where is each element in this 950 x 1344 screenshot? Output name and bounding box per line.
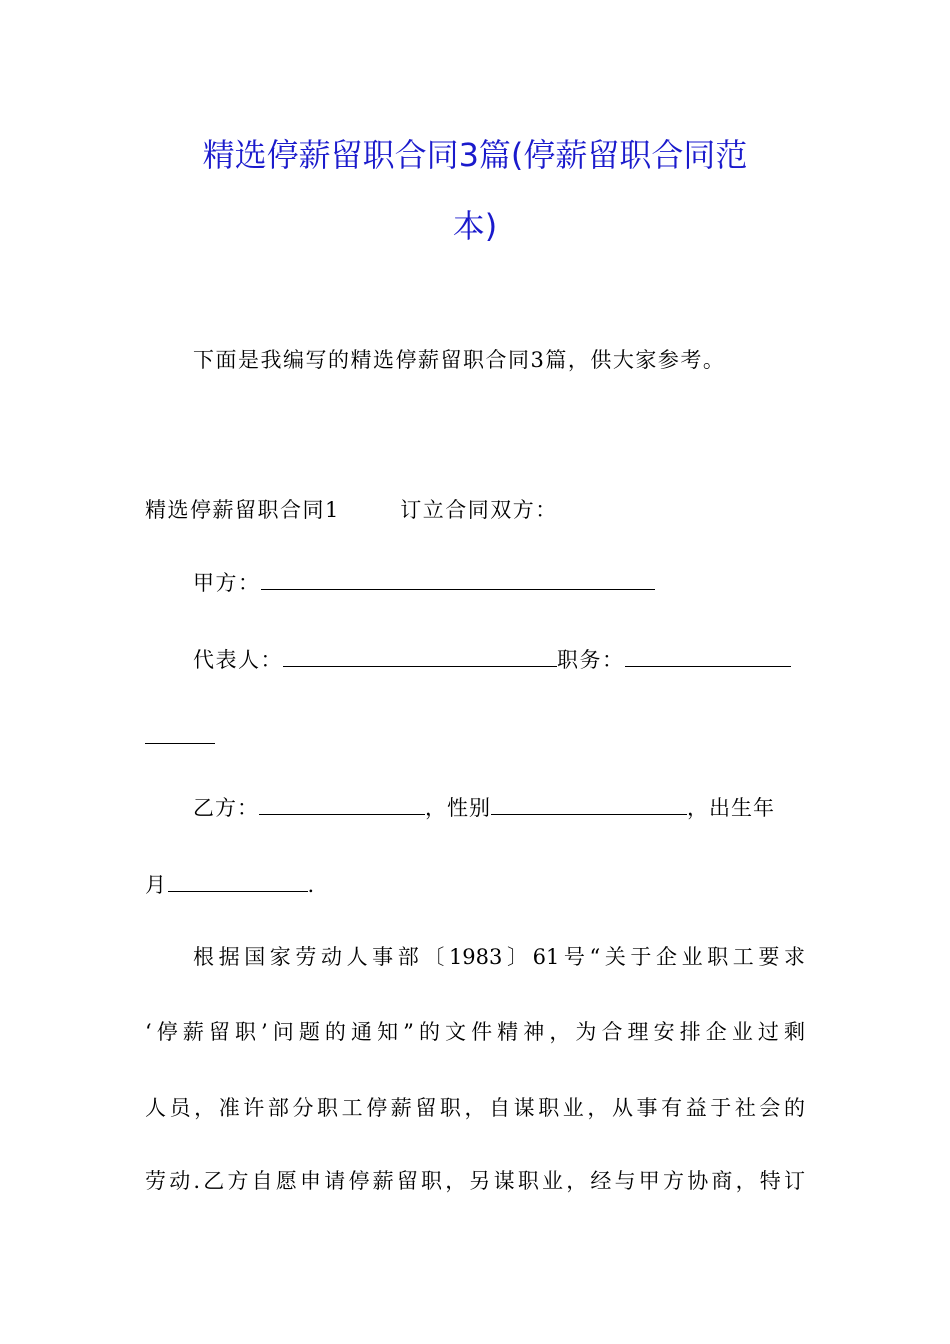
body-line-4: 劳动.乙方自愿申请停薪留职，另谋职业，经与甲方协商，特订 — [145, 1169, 805, 1193]
party-a-label: 甲方： — [193, 571, 261, 595]
gender-label: ，性别 — [425, 796, 491, 820]
title-line-1: 精选停薪留职合同3篇(停薪留职合同范 — [202, 136, 748, 174]
birth-label: ，出生年 — [687, 796, 775, 820]
body-line-1: 根据国家劳动人事部〔1983〕61号“关于企业职工要求 — [193, 945, 805, 969]
contract-heading: 精选停薪留职合同1 — [145, 498, 340, 522]
representative-row — [193, 645, 791, 675]
gender-blank — [491, 794, 687, 815]
position-blank-continued — [145, 722, 215, 752]
party-b-label: 乙方： — [193, 796, 259, 820]
body-line-2: ‘停薪留职’问题的通知”的文件精神，为合理安排企业过剩 — [145, 1020, 805, 1044]
contract-heading-row — [145, 495, 558, 525]
position-blank-overflow — [145, 723, 215, 744]
position-blank — [625, 646, 791, 667]
representative-blank — [283, 646, 557, 667]
party-a-row — [193, 568, 655, 598]
party-b-row — [193, 793, 775, 823]
body-line-3: 人员，准许部分职工停薪留职，自谋职业，从事有益于社会的 — [145, 1096, 805, 1120]
representative-label: 代表人： — [193, 648, 283, 672]
birth-label-cont: 月 — [145, 873, 168, 897]
party-a-blank — [261, 569, 655, 590]
party-b-birth-row — [145, 870, 316, 900]
birth-blank — [168, 871, 308, 892]
title-line-2: 本) — [452, 207, 498, 245]
party-b-name-blank — [259, 794, 425, 815]
birth-end-mark: . — [307, 873, 316, 897]
position-label: 职务： — [557, 648, 625, 672]
intro-paragraph: 下面是我编写的精选停薪留职合同3篇，供大家参考。 — [193, 348, 726, 372]
parties-label: 订立合同双方： — [400, 498, 558, 522]
